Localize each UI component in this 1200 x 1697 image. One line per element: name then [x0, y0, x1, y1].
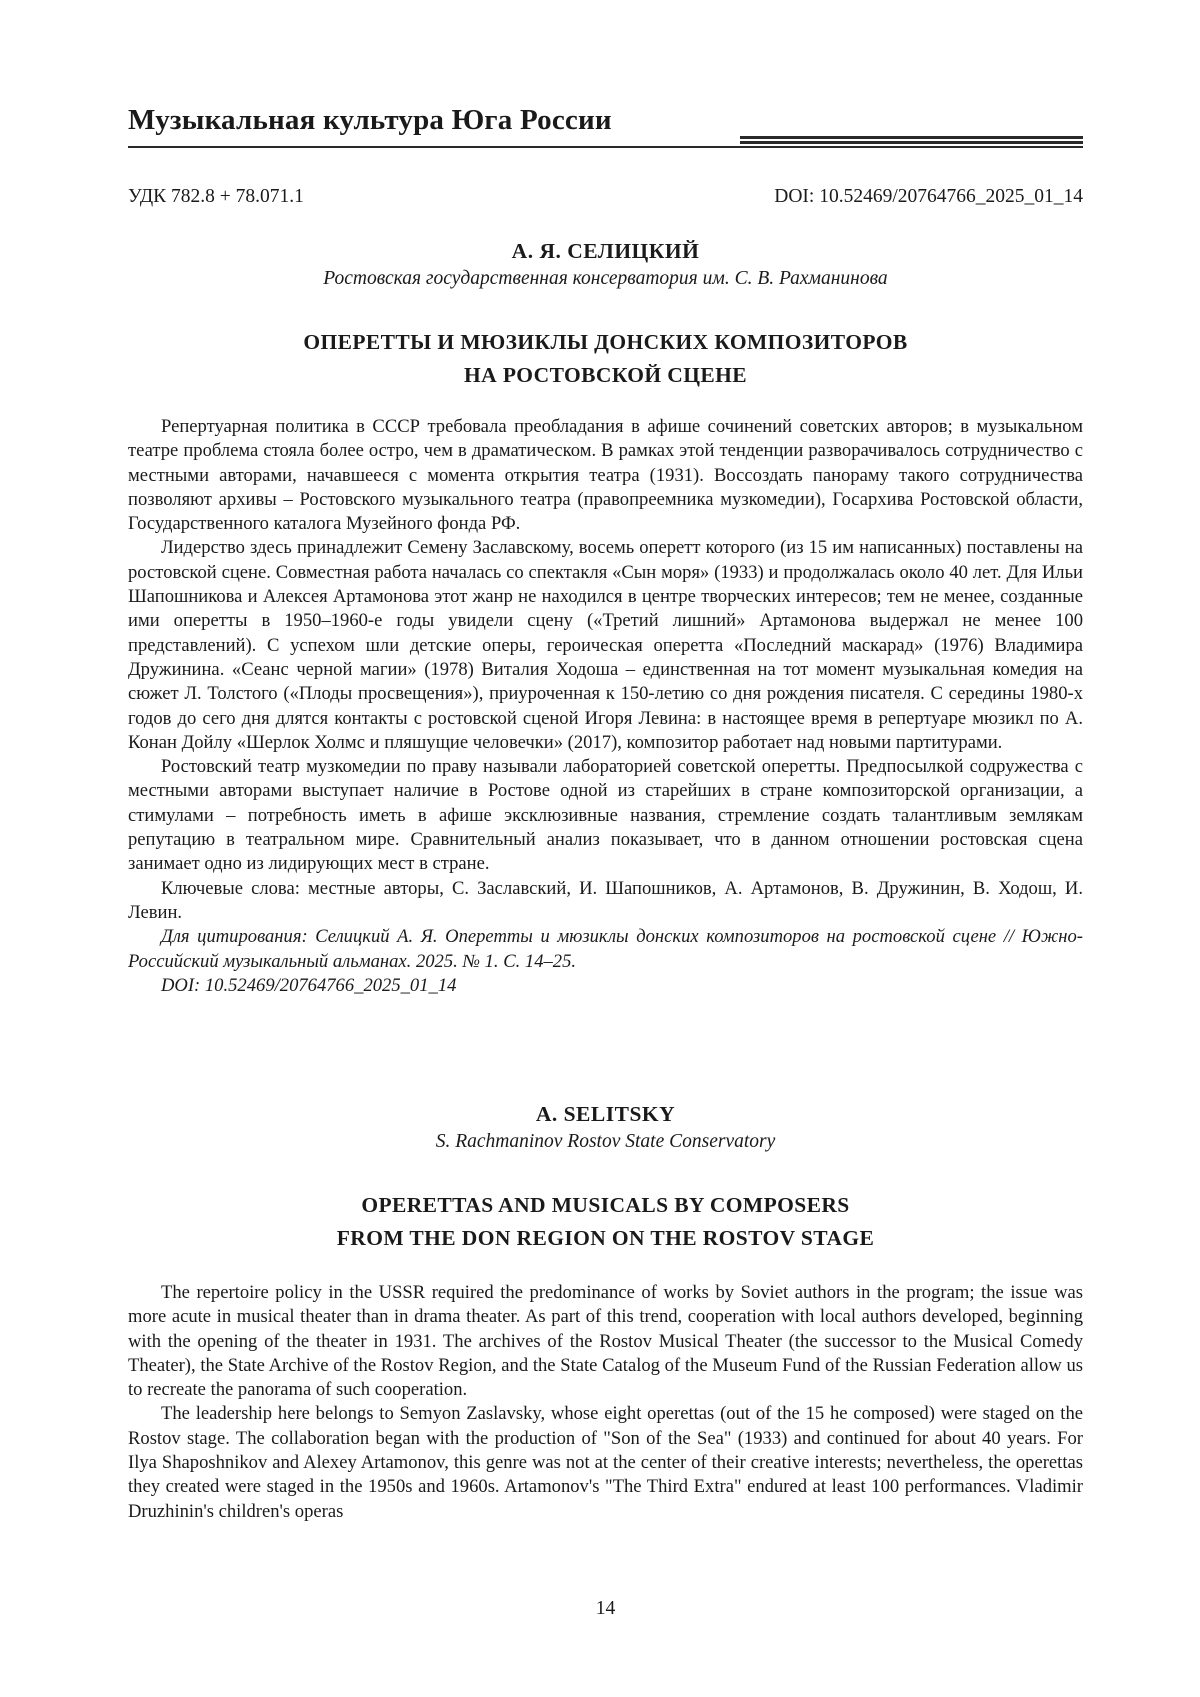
author-en: A. SELITSKY — [535, 1102, 676, 1126]
article-title-ru-line1: ОПЕРЕТТЫ И МЮЗИКЛЫ ДОНСКИХ КОМПОЗИТОРОВ — [303, 330, 908, 354]
abstract-en-paragraph: The leadership here belongs to Semyon Zaslavsky, whose eight operettas (out of the 15 he composed) were staged on the Rostov stage. The collaboration began with the production of "Son of the Sea" (1933) and continued for about 40 years. For Ilya Shaposhnikov and Alexey Artamonov, this genre was not at the center of their creative interests; nevertheless, the operettas they created were staged in the 1950s and 1960s. Artamonov's "The Third Extra" endured at least 100 performances. Vladimir Druzhinin's children's operas — [128, 1403, 1083, 1522]
udc-code: УДК 782.8 + 78.071.1 — [128, 186, 304, 207]
affiliation-ru: Ростовская государственная консерватория им. С. В. Рахманинова — [323, 268, 888, 289]
citation-ru: Для цитирования: Селицкий А. Я. Оперетты и мюзиклы донских композиторов на ростовской сцене // Южно-Российский музыкальный альманах. 2025. № 1. С. 14–25. — [128, 926, 1083, 972]
author-ru: А. Я. СЕЛИЦКИЙ — [511, 239, 700, 263]
keywords-ru: Ключевые слова: местные авторы, С. Заславский, И. Шапошников, А. Артамонов, В. Дружинин, В. Ходош, И. Левин. — [128, 877, 1083, 923]
abstract-en-paragraph: The repertoire policy in the USSR required the predominance of works by Soviet authors in the program; the issue was more acute in musical theater than in drama theater. As part of this trend, cooperation with local authors developed, beginning with the opening of the theater in 1931. The archives of the Rostov Musical Theater (the successor to the Musical Comedy Theater), the State Archive of the Rostov Region, and the State Catalog of the Museum Fund of the Russian Federation allow us to recreate the panorama of such cooperation. — [128, 1282, 1083, 1401]
abstract-en — [128, 1281, 1083, 1524]
header-rule — [128, 146, 1083, 148]
header-rule-double-top — [740, 136, 1083, 139]
article-title-ru — [128, 326, 1083, 392]
doi: DOI: 10.52469/20764766_2025_01_14 — [774, 186, 1083, 207]
abstract-ru-paragraph: Ростовский театр музкомедии по праву называли лабораторией советской оперетты. Предпосылкой содружества с местными авторами выступает наличие в Ростове одной из старейших в стране композиторской организации, а стимулами – потребность иметь в афише эксклюзивные названия, стремление создать талантливым землякам репутацию в театральном мире. Сравнительный анализ показывает, что в данном отношении ростовская сцена занимает одно из лидирующих мест в стране. — [128, 756, 1083, 875]
abstract-ru-paragraph: Лидерство здесь принадлежит Семену Заславскому, восемь оперетт которого (из 15 им написанных) поставлены на ростовской сцене. Совместная работа началась со спектакля «Сын моря» (1933) и продолжалась около 40 лет. Для Ильи Шапошникова и Алексея Артамонова этот жанр не находился в центре творческих интересов; тем не менее, созданные ими оперетты в 1950–1960-е годы увидели сцену («Третий лишний» Артамонова выдержал не менее 100 представлений). С успехом шли детские оперы, героическая оперетта «Последний маскарад» (1976) Владимира Дружинина. «Сеанс черной магии» (1978) Виталия Ходоша – единственная на тот момент музыкальная комедия на сюжет Л. Толстого («Плоды просвещения»), приуроченная к 150-летию со дня рождения писателя. С середины 1980-х годов до сего дня длятся контакты с ростовской сценой Игоря Левина: в настоящее время в репертуаре мюзикл по А. Конан Дойлу «Шерлок Холмс и пляшущие человечки» (2017), композитор работает над новыми партитурами. — [128, 537, 1083, 753]
abstract-ru — [128, 415, 1083, 998]
abstract-ru-paragraph: Репертуарная политика в СССР требовала преобладания в афише сочинений советских авторов; в музыкальном театре проблема стояла более остро, чем в драматическом. В рамках этой тенденции разворачивалось сотрудничество с местными авторами, начавшееся с момента открытия театра (1931). Воссоздать панораму такого сотрудничества позволяют архивы – Ростовского музыкального театра (правопреемника музкомедии), Госархива Ростовской области, Государственного каталога Музейного фонда РФ. — [128, 416, 1083, 535]
article-title-en-line1: OPERETTAS AND MUSICALS BY COMPOSERS — [361, 1193, 850, 1217]
article-meta — [128, 186, 1083, 208]
article-title-en-line2: FROM THE DON REGION ON THE ROSTOV STAGE — [336, 1226, 875, 1250]
affiliation-en: S. Rachmaninov Rostov State Conservatory — [435, 1131, 776, 1152]
article-title-ru-line2: НА РОСТОВСКОЙ СЦЕНЕ — [464, 363, 747, 387]
citation-doi-ru: DOI: 10.52469/20764766_2025_01_14 — [161, 974, 457, 996]
article-title-en — [128, 1189, 1083, 1255]
page-number: 14 — [595, 1598, 616, 1619]
journal-title: Музыкальная культура Юга России — [128, 104, 612, 136]
header-rule-double-bottom — [740, 141, 1083, 144]
